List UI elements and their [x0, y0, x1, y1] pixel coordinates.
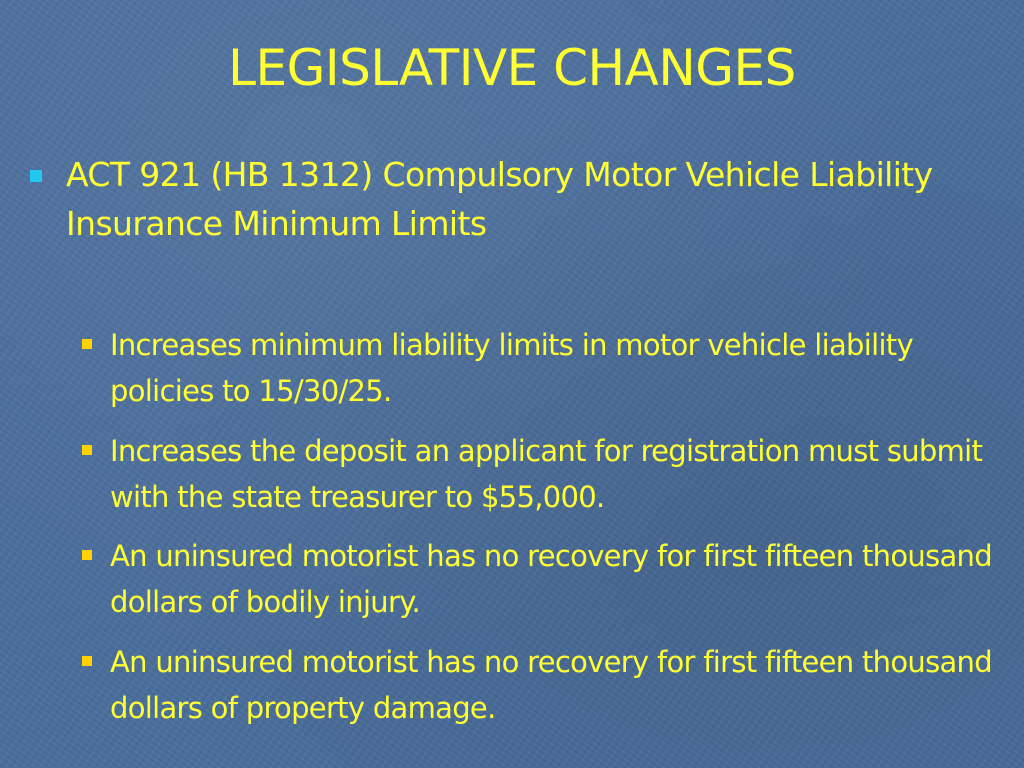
main-bullet	[30, 150, 1000, 248]
sub-bullet-1	[82, 322, 1002, 414]
square-bullet-icon	[30, 170, 42, 182]
square-bullet-icon	[82, 656, 92, 666]
sub-bullet-text: Increases the deposit an applicant for registration must submit with the state treasurer to $55,000.	[110, 434, 983, 514]
square-bullet-icon	[82, 445, 92, 455]
slide-title: LEGISLATIVE CHANGES	[228, 39, 796, 97]
square-bullet-icon	[82, 339, 92, 349]
square-bullet-icon	[82, 550, 92, 560]
sub-bullet-2	[82, 428, 1002, 520]
sub-bullet-text: Increases minimum liability limits in motor vehicle liability policies to 15/30/25.	[110, 328, 913, 408]
sub-bullet-text: An uninsured motorist has no recovery for first fifteen thousand dollars of bodily injury.	[110, 539, 992, 619]
sub-bullet-4	[82, 639, 1002, 731]
main-bullet-text: ACT 921 (HB 1312) Compulsory Motor Vehicle Liability Insurance Minimum Limits	[66, 155, 933, 243]
sub-bullet-text: An uninsured motorist has no recovery for first fifteen thousand dollars of property damage.	[110, 645, 992, 725]
sub-bullet-3	[82, 533, 1002, 625]
